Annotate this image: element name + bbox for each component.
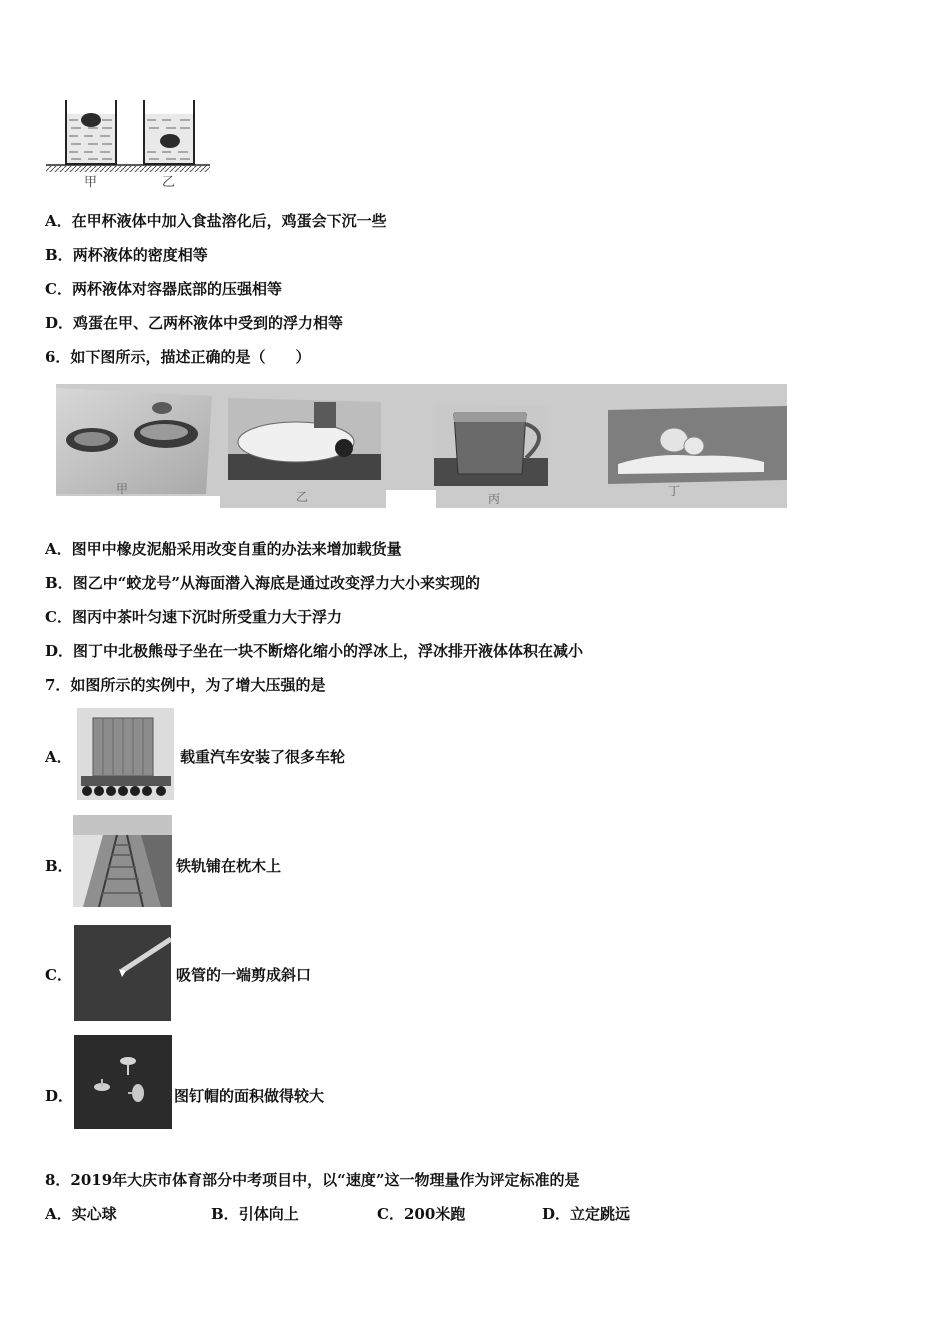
photo-label-bing: 丙 xyxy=(488,492,501,506)
q8-option-c: C．200米跑 xyxy=(377,1205,466,1223)
q6-photo-strip xyxy=(56,384,787,508)
beaker-left xyxy=(66,100,116,164)
egg-left xyxy=(81,113,101,127)
photo-ding xyxy=(608,406,787,484)
q7-photo-straw xyxy=(74,925,171,1021)
photo-label-yi: 乙 xyxy=(296,490,309,504)
q5-option-c: C．两杯液体对容器底部的压强相等 xyxy=(45,280,282,298)
q5-option-a: A．在甲杯液体中加入食盐溶化后，鸡蛋会下沉一些 xyxy=(45,212,387,230)
q7-option-a-text: 载重汽车安装了很多车轮 xyxy=(180,748,346,766)
q5-option-d: D．鸡蛋在甲、乙两杯液体中受到的浮力相等 xyxy=(45,314,344,332)
q6-option-a: A．图甲中橡皮泥船采用改变自重的办法来增加载货量 xyxy=(45,540,402,558)
photo-jia xyxy=(56,388,212,494)
label-jia: 甲 xyxy=(84,175,98,190)
q7-option-b-letter: B． xyxy=(45,857,73,875)
q5-option-b: B．两杯液体的密度相等 xyxy=(45,246,208,264)
q7-photo-truck xyxy=(77,708,174,800)
label-yi: 乙 xyxy=(162,175,176,190)
q7-option-a-letter: A． xyxy=(45,748,72,766)
photo-bing xyxy=(434,404,548,486)
q6-stem: 6．如下图所示，描述正确的是（ ） xyxy=(45,348,311,366)
q6-option-c: C．图丙中茶叶匀速下沉时所受重力大于浮力 xyxy=(45,608,342,626)
q8-option-d: D．立定跳远 xyxy=(542,1205,631,1223)
q7-option-c-letter: C． xyxy=(45,966,72,984)
q8-stem: 8．2019年大庆市体育部分中考项目中，以“速度”这一物理量作为评定标准的是 xyxy=(45,1171,580,1189)
q6-option-b: B．图乙中“蛟龙号”从海面潜入海底是通过改变浮力大小来实现的 xyxy=(45,574,480,592)
q7-photo-railway xyxy=(73,815,172,907)
q7-option-c-text: 吸管的一端剪成斜口 xyxy=(176,966,312,984)
photo-yi xyxy=(228,398,381,480)
q8-option-b: B．引体向上 xyxy=(211,1205,299,1223)
q7-option-b-text: 铁轨铺在枕木上 xyxy=(176,857,282,875)
q7-option-d-text: 图钉帽的面积做得较大 xyxy=(174,1087,325,1105)
beaker-right xyxy=(144,100,194,164)
beakers-figure xyxy=(44,98,214,174)
q7-option-d-letter: D． xyxy=(45,1087,74,1105)
q6-option-d: D．图丁中北极熊母子坐在一块不断熔化缩小的浮冰上，浮冰排开液体体积在减小 xyxy=(45,642,584,660)
q8-option-a: A．实心球 xyxy=(45,1205,117,1223)
photo-label-jia: 甲 xyxy=(116,482,129,496)
q7-photo-thumbtacks xyxy=(74,1035,172,1129)
q7-stem: 7．如图所示的实例中，为了增大压强的是 xyxy=(45,676,326,694)
egg-right xyxy=(160,134,180,148)
photo-label-ding: 丁 xyxy=(668,484,681,498)
